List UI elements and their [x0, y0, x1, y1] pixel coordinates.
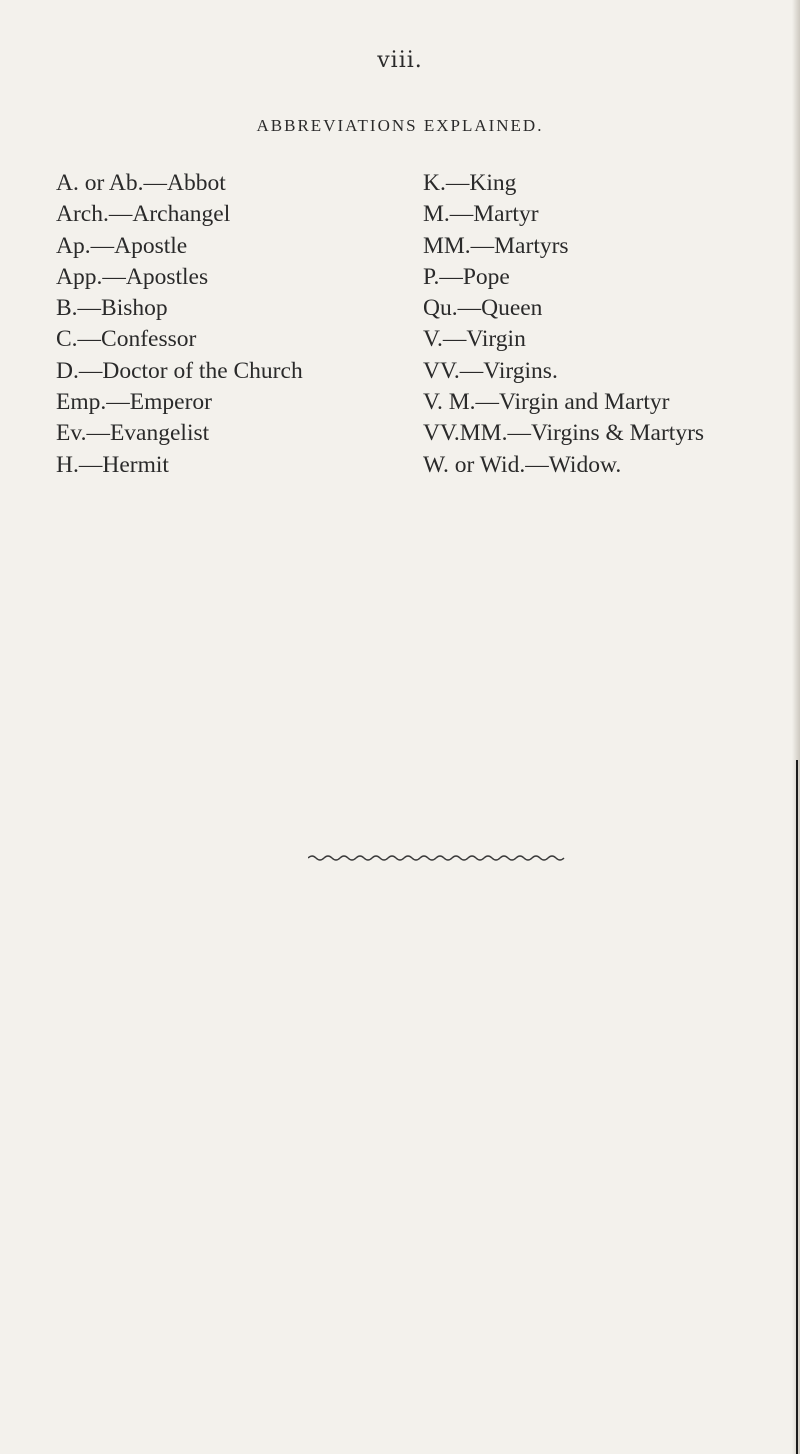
- abbreviation-entry: B.—Bishop: [56, 295, 168, 322]
- wavy-rule-ornament: [308, 852, 568, 864]
- abbreviation-entry: H.—Hermit: [56, 451, 169, 478]
- abbreviation-entry: V.—Virgin: [423, 326, 526, 353]
- page-number: viii.: [377, 48, 423, 73]
- abbreviation-entry: P.—Pope: [423, 263, 510, 290]
- abbreviations-left-column: [56, 168, 303, 481]
- abbreviation-entry: D.—Doctor of the Church: [56, 357, 303, 384]
- abbreviation-entry: Arch.—Archangel: [56, 201, 231, 228]
- page-edge-line: [796, 760, 798, 1454]
- abbreviation-entry: V. M.—Virgin and Martyr: [423, 389, 670, 416]
- abbreviation-entry: Ev.—Evangelist: [56, 420, 210, 447]
- abbreviation-entry: W. or Wid.—Widow.: [423, 451, 622, 478]
- abbreviation-entry: App.—Apostles: [56, 263, 209, 290]
- section-heading: ABBREVIATIONS EXPLAINED.: [256, 116, 544, 135]
- abbreviation-entry: Emp.—Emperor: [56, 389, 212, 416]
- abbreviation-entry: Ap.—Apostle: [56, 232, 188, 259]
- abbreviation-entry: C.—Confessor: [56, 326, 197, 353]
- abbreviation-entry: K.—King: [423, 170, 517, 196]
- abbreviation-entry: Qu.—Queen: [423, 295, 543, 322]
- abbreviations-right-column: [423, 168, 704, 481]
- abbreviation-entry: MM.—Martyrs: [423, 232, 569, 259]
- abbreviation-entry: VV.MM.—Virgins & Martyrs: [423, 420, 705, 447]
- abbreviation-entry: A. or Ab.—Abbot: [56, 170, 226, 196]
- abbreviation-entry: M.—Martyr: [423, 201, 539, 228]
- abbreviation-entry: VV.—Virgins.: [423, 357, 558, 384]
